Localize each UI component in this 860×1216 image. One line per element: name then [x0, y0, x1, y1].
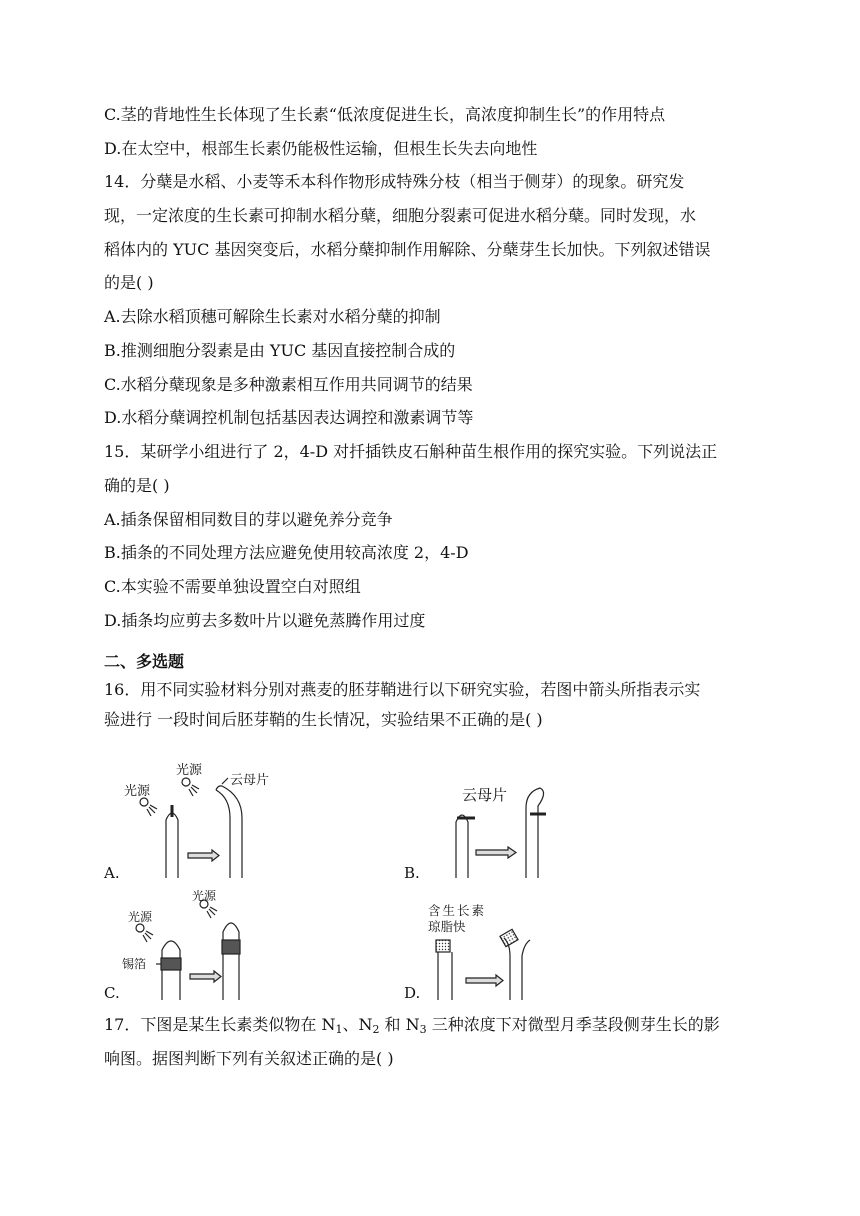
q16-figure-b [440, 778, 570, 882]
q14-option-a: A.去除水稻顶穗可解除生长素对水稻分蘖的抑制 [104, 307, 441, 326]
q16-fig-b-mica: 云母片 [462, 786, 508, 804]
q16-fig-c-foil: 锡箔 [122, 957, 147, 971]
q16-fig-a-mica: 云母片 [230, 773, 270, 788]
q16-fig-a-light2: 光源 [176, 763, 203, 778]
q14-stem-line4: 的是( ) [104, 273, 154, 292]
q16-fig-a-light1: 光源 [124, 784, 151, 799]
q14-option-c: C.水稻分蘖现象是多种激素相互作用共同调节的结果 [104, 375, 473, 394]
q14-stem-line3: 稻体内的 YUC 基因突变后，水稻分蘖抑制作用解除、分蘖芽生长加快。下列叙述错误 [104, 240, 711, 259]
q16-fig-d-label: D. [404, 984, 421, 1002]
q17-stem-part2: 三种浓度下对微型月季茎段侧芽生长的影 [426, 1015, 720, 1034]
q17-stem-part1: 17．下图是某生长素类似物在 N [104, 1015, 336, 1034]
q16-fig-d-agar-line1: 含生长素 [428, 903, 487, 918]
q16-figure-a [118, 760, 288, 882]
q15-option-d: D.插条均应剪去多数叶片以避免蒸腾作用过度 [104, 611, 426, 630]
q17-separator-2: 和 N [379, 1015, 420, 1034]
q15-stem-line1: 15．某研学小组进行了 2，4-D 对扦插铁皮石斛种苗生根作用的探究实验。下列说法正 [104, 442, 718, 461]
q16-fig-a-label: A. [104, 864, 120, 882]
section-heading-multiple-choice: 二、多选题 [104, 652, 185, 671]
q14-stem-line2: 现，一定浓度的生长素可抑制水稻分蘖，细胞分裂素可促进水稻分蘖。同时发现，水 [104, 206, 697, 225]
q16-fig-c-label: C. [104, 984, 120, 1002]
q15-option-a: A.插条保留相同数目的芽以避免养分竞争 [104, 510, 393, 529]
q17-subscript-1: 1 [335, 1023, 343, 1036]
q16-stem-line2: 验进行 一段时间后胚芽鞘的生长情况，实验结果不正确的是( ) [104, 710, 543, 729]
q17-subscript-3: 3 [419, 1023, 427, 1036]
q16-fig-d-agar-line2: 琼脂快 [428, 919, 466, 934]
q17-stem-line1 [104, 1015, 720, 1040]
q16-figure-c [118, 888, 268, 1004]
q17-separator-1: 、N [342, 1015, 373, 1034]
q15-stem-line2: 确的是( ) [104, 476, 170, 495]
q15-option-c: C.本实验不需要单独设置空白对照组 [104, 577, 361, 596]
q16-fig-c-light1: 光源 [128, 910, 153, 924]
q16-stem-line1: 16．用不同实验材料分别对燕麦的胚芽鞘进行以下研究实验，若图中箭头所指表示实 [104, 680, 701, 699]
q14-option-b: B.推测细胞分裂素是由 YUC 基因直接控制合成的 [104, 341, 456, 360]
q14-option-d: D.水稻分蘖调控机制包括基因表达调控和激素调节等 [104, 408, 474, 427]
q16-fig-b-label: B. [404, 864, 420, 882]
q14-stem-line1: 14．分蘖是水稻、小麦等禾本科作物形成特殊分枝（相当于侧芽）的现象。研究发 [104, 172, 685, 191]
q16-fig-c-light2: 光源 [192, 889, 217, 903]
q13-option-c: C.茎的背地性生长体现了生长素“低浓度促进生长，高浓度抑制生长”的作用特点 [104, 105, 666, 124]
q16-figure-d [426, 900, 546, 1004]
q17-subscript-2: 2 [372, 1023, 380, 1036]
q13-option-d: D.在太空中，根部生长素仍能极性运输，但根生长失去向地性 [104, 139, 538, 158]
q15-option-b: B.插条的不同处理方法应避免使用较高浓度 2，4-D [104, 543, 469, 562]
q17-stem-line2: 响图。据图判断下列有关叙述正确的是( ) [104, 1049, 394, 1068]
